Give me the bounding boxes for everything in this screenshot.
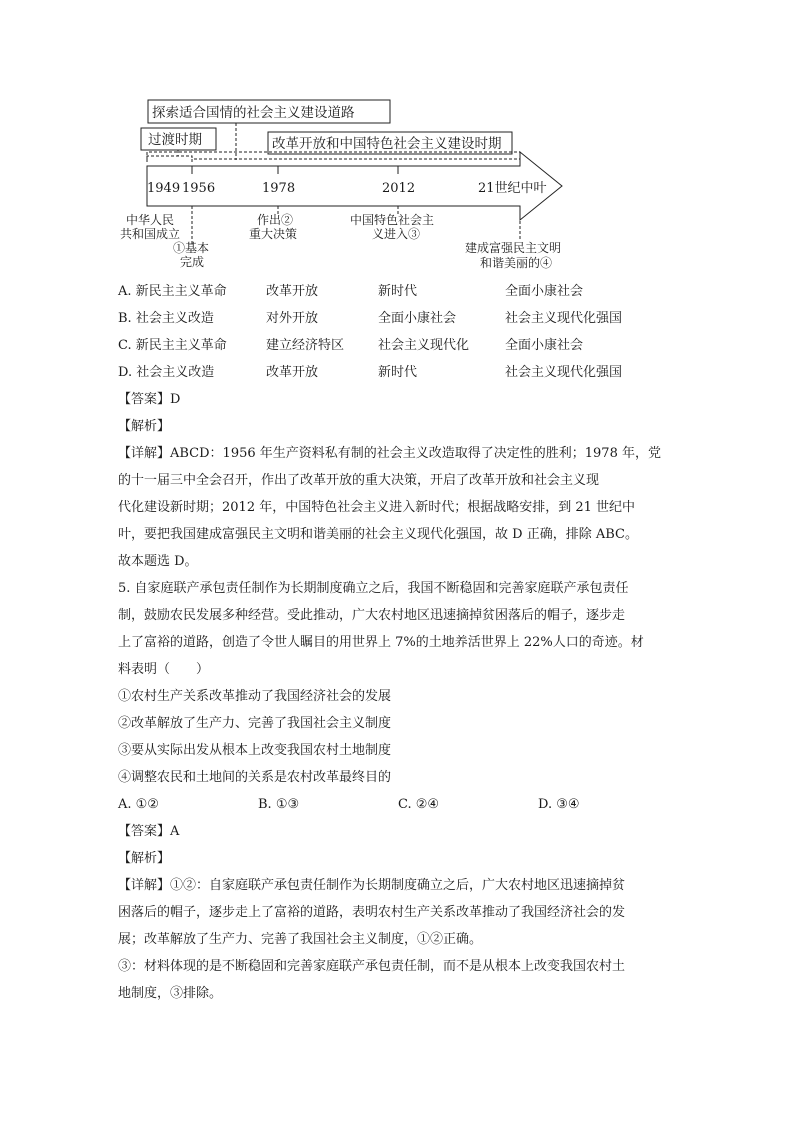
- label-1978-a: 作出②: [257, 213, 294, 227]
- option-cell: 社会主义现代化强国: [505, 365, 623, 380]
- option-cell: A. 新民主主义革命: [118, 284, 227, 299]
- q5-stem-line: 制，鼓励农民发展多种经营。受此推动，广大农村地区迅速摘掉贫困落后的帽子，逐步走: [118, 608, 626, 623]
- right-bracket: [192, 159, 520, 162]
- timeline-diagram: [110, 92, 580, 282]
- q4-option-b: [118, 305, 678, 332]
- top-box-label: 探索适合国情的社会主义建设道路: [152, 105, 355, 121]
- label-21c-a: 建成富强民主文明: [465, 241, 562, 255]
- q5-detail-line: ③：材料体现的是不断稳固和完善家庭联产承包责任制，而不是从根本上改变我国农村土: [118, 959, 626, 974]
- q5-choice-a: A. ①②: [118, 797, 159, 812]
- q5-detail-line: 困落后的帽子，逐步走上了富裕的道路，表明农村生产关系改革推动了我国经济社会的发: [118, 905, 626, 920]
- q5-statement: ④调整农民和土地间的关系是农村改革最终目的: [118, 770, 392, 785]
- q4-analysis-label: 【解析】: [118, 419, 171, 434]
- label-1956-b: 完成: [180, 255, 205, 269]
- left-bracket: [147, 156, 192, 162]
- q5-detail-line: 【详解】①②：自家庭联产承包责任制作为长期制度确立之后，广大农村地区迅速摘掉贫: [118, 878, 626, 893]
- q4-option-c: [118, 332, 678, 359]
- q4-answer: 【答案】D: [118, 392, 181, 407]
- label-21c-b: 和谐美丽的④: [480, 256, 553, 270]
- option-cell: 全面小康社会: [378, 311, 457, 326]
- q5-stem-line: 料表明（ ）: [118, 662, 210, 677]
- timeline-figure: [110, 92, 580, 282]
- q5-choice-c: C. ②④: [398, 797, 440, 812]
- option-cell: 全面小康社会: [505, 284, 584, 299]
- label-1978-b: 重大决策: [249, 227, 298, 241]
- year-1949: 1949: [147, 181, 181, 196]
- option-cell: 改革开放: [266, 365, 319, 380]
- option-cell: 全面小康社会: [505, 338, 584, 353]
- option-cell: 社会主义现代化强国: [505, 311, 623, 326]
- option-cell: 新时代: [378, 365, 418, 380]
- q5-choices: [118, 791, 678, 818]
- q5-statement: ②改革解放了生产力、完善了我国社会主义制度: [118, 716, 392, 731]
- q5-stem-line: 上了富裕的道路，创造了令世人瞩目的用世界上 7%的土地养活世界上 22%人口的奇迹。材: [118, 635, 644, 650]
- question-content: [118, 278, 678, 1007]
- year-2012: 2012: [382, 181, 416, 196]
- q4-option-d: [118, 359, 678, 386]
- year-1978: 1978: [262, 181, 296, 196]
- q5-choice-b: B. ①③: [258, 797, 300, 812]
- option-cell: B. 社会主义改造: [118, 311, 214, 326]
- label-1949-b: 共和国成立: [120, 227, 181, 241]
- label-2012-b: 义进入③: [372, 227, 421, 241]
- label-2012-a: 中国特色社会主: [350, 213, 435, 227]
- option-cell: C. 新民主主义革命: [118, 338, 227, 353]
- label-1956-a: ①基本: [173, 241, 210, 255]
- q4-detail-line: 叶，要把我国建成富强民主文明和谐美丽的社会主义现代化强国，故 D 正确，排除 ABC。: [118, 527, 638, 542]
- option-cell: 社会主义现代化: [378, 338, 470, 353]
- q5-stem-line: 5. 自家庭联产承包责任制作为长期制度确立之后，我国不断稳固和完善家庭联产承包责任: [118, 581, 629, 596]
- q5-statement: ③要从实际出发从根本上改变我国农村土地制度: [118, 743, 392, 758]
- q4-detail-line: 的十一届三中全会召开，作出了改革开放的重大决策，开启了改革开放和社会主义现: [118, 473, 600, 488]
- option-cell: 改革开放: [266, 284, 319, 299]
- q5-detail-line: 地制度，③排除。: [118, 986, 223, 1001]
- q5-detail-line: 展；改革解放了生产力、完善了我国社会主义制度，①②正确。: [118, 932, 483, 947]
- label-1949-a: 中华人民: [126, 213, 175, 227]
- q5-choice-d: D. ③④: [538, 797, 580, 812]
- q5-answer: 【答案】A: [118, 824, 180, 839]
- year-21c: 21世纪中叶: [478, 181, 547, 196]
- q5-statement: ①农村生产关系改革推动了我国经济社会的发展: [118, 689, 392, 704]
- right-box-label: 改革开放和中国特色社会主义建设时期: [272, 136, 502, 152]
- q4-detail-line: 故本题选 D。: [118, 554, 198, 569]
- option-cell: 对外开放: [266, 311, 319, 326]
- option-cell: 新时代: [378, 284, 418, 299]
- year-1956: 1956: [182, 181, 216, 196]
- q4-detail-line: 代化建设新时期；2012 年，中国特色社会主义进入新时代；根据战略安排，到 21 世纪中: [118, 500, 636, 515]
- option-cell: 建立经济特区: [266, 338, 345, 353]
- option-cell: D. 社会主义改造: [118, 365, 215, 380]
- q5-analysis-label: 【解析】: [118, 851, 171, 866]
- q4-detail-line: 【详解】ABCD：1956 年生产资料私有制的社会主义改造取得了决定性的胜利；1978 年，党: [118, 446, 661, 461]
- left-box-label: 过渡时期: [148, 132, 202, 148]
- q4-option-a: [118, 278, 678, 305]
